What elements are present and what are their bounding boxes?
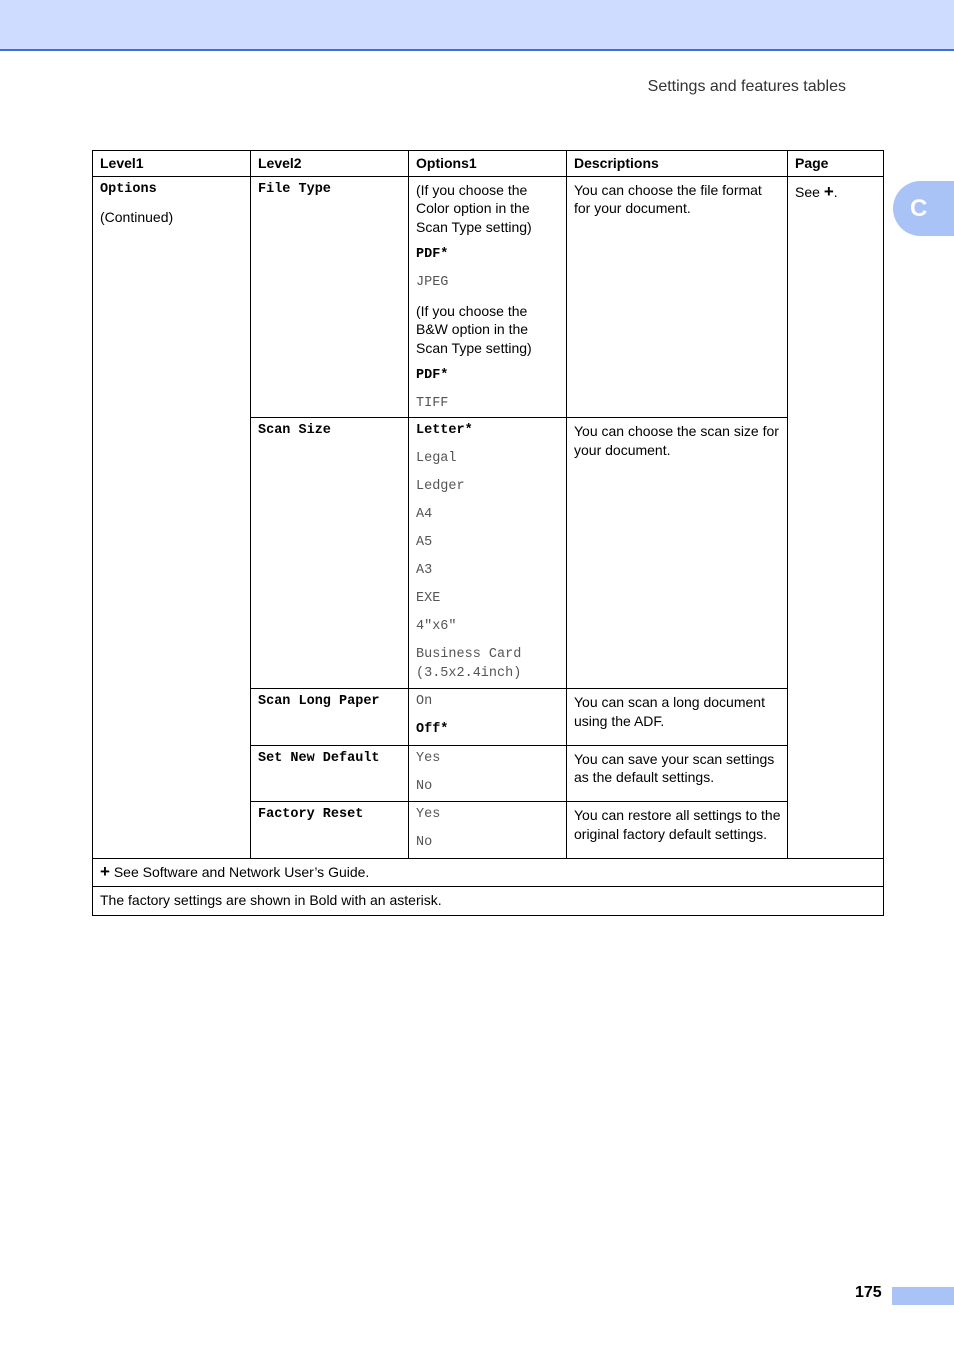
- page-cell: [788, 176, 884, 858]
- table-header-row: [93, 151, 884, 177]
- option-item: Yes: [416, 750, 441, 766]
- chapter-tab-letter: C: [910, 194, 928, 222]
- description-file-type: You can choose the file format for your document.: [567, 176, 788, 418]
- plus-icon: +: [100, 861, 110, 881]
- running-title: Settings and features tables: [647, 78, 846, 95]
- level2-file-type: File Type: [251, 176, 409, 418]
- level2-factory-reset: Factory Reset: [251, 802, 409, 859]
- option-item: Legal: [416, 451, 457, 466]
- page-ref-suffix: .: [833, 183, 838, 200]
- option-item: A4: [416, 507, 433, 522]
- description-scan-size: You can choose the scan size for your document.: [567, 418, 788, 689]
- footnote-guide-text: See Software and Network User’s Guide.: [113, 863, 370, 880]
- footer-band: [892, 1287, 954, 1305]
- footnote-row: [93, 887, 884, 916]
- level2-scan-long-paper: Scan Long Paper: [251, 689, 409, 746]
- option-item: Yes: [416, 807, 441, 822]
- option-item: A3: [416, 563, 433, 578]
- header-options1: Options1: [409, 151, 567, 177]
- footnote-guide: [93, 858, 884, 887]
- header-level1: Level1: [93, 151, 251, 177]
- page-number: 175: [855, 1284, 882, 1301]
- option-item: Business Card (3.5x2.4inch): [416, 647, 522, 681]
- level2-set-new-default: Set New Default: [251, 745, 409, 802]
- options-set-new-default: [409, 745, 567, 802]
- header-level2: Level2: [251, 151, 409, 177]
- option-item: JPEG: [416, 274, 449, 290]
- option-item: Letter*: [416, 423, 473, 438]
- options-file-type: [409, 176, 567, 418]
- options-scan-size: [409, 418, 567, 689]
- options-factory-reset: [409, 802, 567, 859]
- option-item: PDF*: [416, 246, 449, 262]
- option-item: 4"x6": [416, 619, 457, 634]
- option-note: (If you choose the B&W option in the Scan Type setting): [416, 302, 532, 356]
- level1-cell: [93, 176, 251, 858]
- options-scan-long-paper: [409, 689, 567, 746]
- level2-scan-size: Scan Size: [251, 418, 409, 689]
- level1-continued: (Continued): [100, 209, 174, 225]
- option-note: (If you choose the Color option in the Scan Type setting): [416, 181, 532, 235]
- description-set-new-default: You can save your scan settings as the default settings.: [567, 745, 788, 802]
- chapter-tab: [893, 181, 954, 236]
- header-descriptions: Descriptions: [567, 151, 788, 177]
- footnote-row: [93, 858, 884, 887]
- option-item: A5: [416, 535, 433, 550]
- option-item: No: [416, 778, 433, 794]
- description-factory-reset: You can restore all settings to the original factory default settings.: [567, 802, 788, 859]
- page-ref-prefix: See: [795, 183, 820, 200]
- option-item: TIFF: [416, 395, 449, 411]
- level1-name: Options: [100, 181, 157, 197]
- header-band: [0, 0, 954, 51]
- table-row: [93, 176, 884, 418]
- option-item: On: [416, 694, 433, 709]
- description-scan-long-paper: You can scan a long document using the ADF.: [567, 689, 788, 746]
- option-item: PDF*: [416, 367, 449, 383]
- option-item: Ledger: [416, 479, 465, 494]
- option-item: Off*: [416, 722, 449, 737]
- option-item: No: [416, 835, 433, 850]
- header-page: Page: [788, 151, 884, 177]
- option-item: EXE: [416, 591, 441, 606]
- settings-table: [92, 150, 884, 916]
- footnote-defaults: The factory settings are shown in Bold with an asterisk.: [93, 887, 884, 916]
- plus-icon: +: [823, 181, 834, 201]
